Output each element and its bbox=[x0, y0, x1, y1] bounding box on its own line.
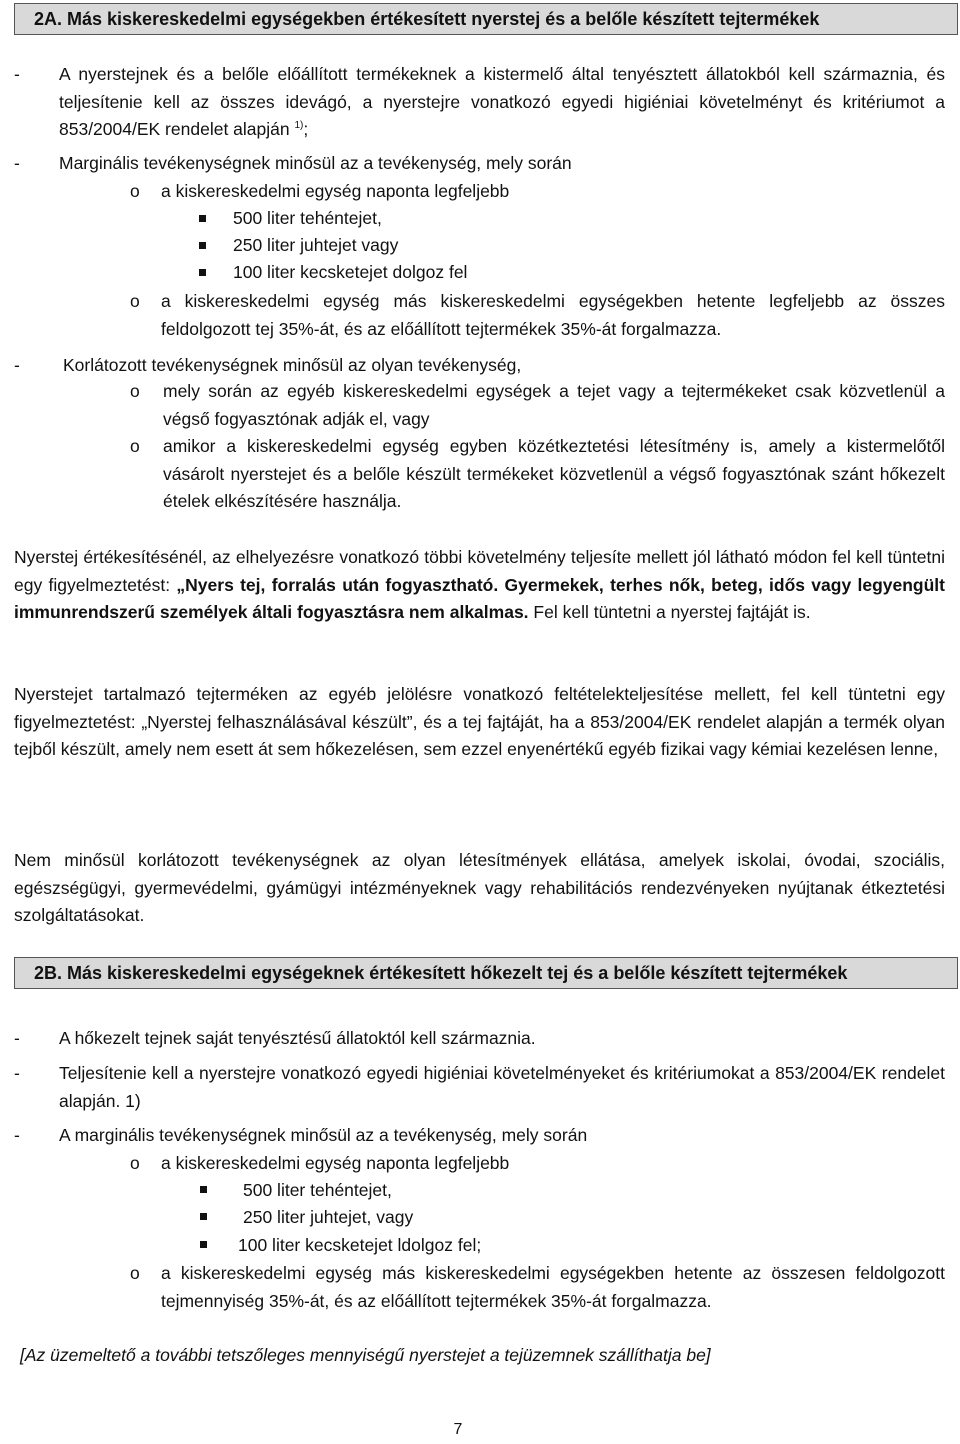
dash-marker: - bbox=[14, 1125, 20, 1145]
footnote-ref: 1) bbox=[294, 120, 304, 132]
section-2b-bullet-3: A marginális tevékenységnek minősül az a tevékenység, mely során bbox=[59, 1125, 588, 1145]
section-2b-heading bbox=[14, 957, 958, 989]
section-2a-sub-item: a kiskereskedelmi egység más kiskereskedelmi egységekben hetente legfeljebb az összes feldolgozott tej 35%-át, és az előállított tejtermékek 35%-át forgalmazza. bbox=[161, 291, 945, 339]
section-2a-sub-item: amikor a kiskereskedelmi egység egyben közétkeztetési létesítmény is, amely a kistermelőtől vásárolt nyerstejet és a belőle készült termékeket közvetlenül a végső fogyasztónak szánt hőkezelt ételek elkészítésére használja. bbox=[163, 436, 945, 511]
heading-text: 2B. Más kiskereskedelmi egységeknek értékesített hőkezelt tej és a belőle készített tejtermékek bbox=[34, 963, 848, 983]
section-2a-sub-item: mely során az egyéb kiskereskedelmi egységek a tejet vagy a tejtermékeket csak közvetlenül a végső fogyasztónak adják el, vagy bbox=[163, 381, 945, 429]
square-bullet-icon bbox=[199, 215, 206, 222]
dash-marker: - bbox=[14, 153, 20, 173]
section-2b-bullet-2: Teljesítenie kell a nyerstejre vonatkozó egyedi higiéniai követelményeket és kritériumokat a 853/2004/EK rendelet alapján. 1) bbox=[59, 1063, 945, 1111]
quantity-item: 250 liter juhtejet, vagy bbox=[243, 1207, 414, 1227]
square-bullet-icon bbox=[199, 269, 206, 276]
circle-marker: o bbox=[130, 1153, 140, 1173]
circle-marker: o bbox=[130, 381, 140, 401]
quantity-item: 100 liter kecsketejet ldolgoz fel; bbox=[238, 1235, 482, 1255]
square-bullet-icon bbox=[200, 1213, 207, 1220]
quantity-item: 100 liter kecsketejet dolgoz fel bbox=[233, 262, 468, 282]
circle-marker: o bbox=[130, 436, 140, 456]
section-2b-sub-item: a kiskereskedelmi egység naponta legfeljebb bbox=[161, 1153, 510, 1173]
quantity-item: 500 liter tehéntejet, bbox=[233, 208, 382, 228]
section-2a-heading: 2A. Más kiskereskedelmi egységekben értékesített nyerstej és a belőle készített tejtermékek bbox=[14, 3, 958, 35]
page-number: 7 bbox=[453, 1421, 463, 1438]
square-bullet-icon bbox=[200, 1241, 207, 1248]
section-2a-sub-item: a kiskereskedelmi egység naponta legfeljebb bbox=[161, 181, 510, 201]
bullet-text: A nyerstejnek és a belőle előállított termékeknek a kistermelő által tenyésztett állatokból kell származnia, és teljesítenie kell az összes idevágó, a nyerstejre vonatkozó egyedi higiéniai követelményt és kritériumot a 853/2004/EK rendelet alapján bbox=[59, 64, 945, 139]
operator-note: [Az üzemeltető a további tetszőleges mennyiségű nyerstejet a tejüzemnek szállíthatja be] bbox=[20, 1345, 711, 1365]
circle-marker: o bbox=[130, 291, 140, 311]
circle-marker: o bbox=[130, 181, 140, 201]
section-2b-sub-item: a kiskereskedelmi egység más kiskereskedelmi egységekben hetente az összesen feldolgozott tejmennyiség 35%-át, és az előállított tejtermékek 35%-át forgalmazza. bbox=[161, 1263, 945, 1311]
paragraph-text: Nyerstej értékesítésénél, az elhelyezésre vonatkozó többi követelmény teljesíte mellett jól látható módon fel kell tüntetni egy figyelmeztetést: bbox=[14, 547, 945, 595]
square-bullet-icon bbox=[199, 242, 206, 249]
dash-marker: - bbox=[14, 1063, 20, 1083]
square-bullet-icon bbox=[200, 1186, 207, 1193]
raw-milk-warning-paragraph bbox=[14, 544, 945, 627]
quantity-item: 250 liter juhtejet vagy bbox=[233, 235, 399, 255]
section-2a-bullet-2: Marginális tevékenységnek minősül az a tevékenység, mely során bbox=[59, 153, 572, 173]
paragraph-text: Fel kell tüntetni a nyerstej fajtáját is. bbox=[528, 602, 811, 622]
section-2b-bullet-1: A hőkezelt tejnek saját tenyésztésű állatoktól kell származnia. bbox=[59, 1028, 536, 1048]
quantity-item: 500 liter tehéntejet, bbox=[243, 1180, 392, 1200]
dash-marker: - bbox=[14, 355, 20, 375]
dash-marker: - bbox=[14, 1028, 20, 1048]
section-2a-bullet-3: Korlátozott tevékenységnek minősül az olyan tevékenység, bbox=[63, 355, 522, 375]
section-2a-bullet-1 bbox=[59, 61, 945, 144]
bullet-end: ; bbox=[303, 119, 309, 139]
circle-marker: o bbox=[130, 1263, 140, 1283]
warning-text: „Nyers tej, forralás után fogyasztható. Gyermekek, terhes nők, beteg, idős vagy legyengült immunrendszerű személyek általi fogyasztásra nem alkalmas. bbox=[14, 574, 945, 622]
dash-marker: - bbox=[14, 64, 20, 84]
exemption-paragraph: Nem minősül korlátozott tevékenységnek az olyan létesítmények ellátása, amelyek iskolai, óvodai, szociális, egészségügyi, gyermevédelmi, gyámügyi intézményeknek vagy rehabilitációs rendezvényeken nyújtanak étkeztetési szolgáltatásokat. bbox=[14, 850, 945, 925]
dairy-product-label-paragraph: Nyerstejet tartalmazó tejterméken az egyéb jelölésre vonatkozó feltételekteljesítése mellett, fel kell tüntetni egy figyelmeztetést: „Nyerstej felhasználásával készült”, és a tej fajtáját, ha a 853/2004/EK rendelet alapján a termék olyan tejből készült, amely nem esett át sem hőkezelésen, sem ezzel enyenértékű egyéb fizikai vagy kémiai kezelésen lenne, bbox=[14, 684, 945, 759]
